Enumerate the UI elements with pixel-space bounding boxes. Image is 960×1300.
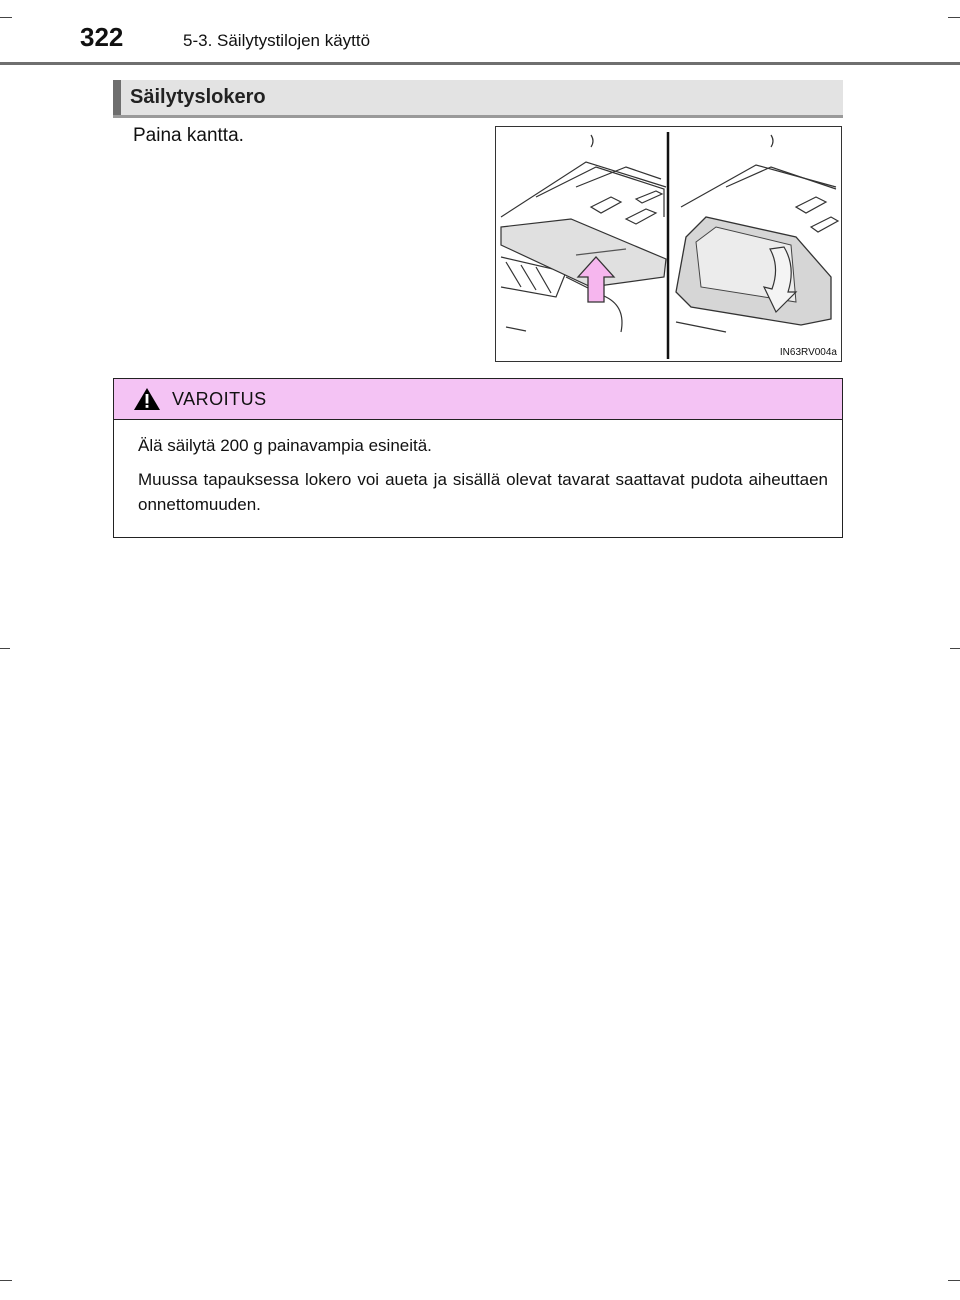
crop-mark [948,17,960,18]
section-heading: 5-3. Säilytystilojen käyttö [183,31,371,50]
warning-title: VAROITUS [172,389,267,409]
warning-box [113,378,843,538]
instruction-text: Paina kantta. [133,125,244,146]
crop-mark [0,17,12,18]
warning-paragraph: Muussa tapauksessa lokero voi aueta ja sisällä olevat tavarat saattavat pudota aiheuttaen onnettomuuden. [138,470,828,514]
crop-mark [950,648,960,649]
crop-mark [0,1280,12,1281]
warning-triangle-icon [133,387,161,411]
storage-illustration [495,126,842,362]
warning-header [114,379,842,420]
crop-mark [948,1280,960,1281]
page-number: 322 [80,22,124,52]
section-marker [113,80,121,115]
section-title: Säilytyslokero [130,86,266,108]
illustration-code: IN63RV004a [779,347,837,358]
header-divider [0,62,960,65]
warning-paragraph: Älä säilytä 200 g painavampia esineitä. [138,436,432,455]
section-title-bar [113,80,843,118]
illustration-drawing [496,127,841,361]
warning-body [138,433,828,526]
crop-mark [0,648,10,649]
